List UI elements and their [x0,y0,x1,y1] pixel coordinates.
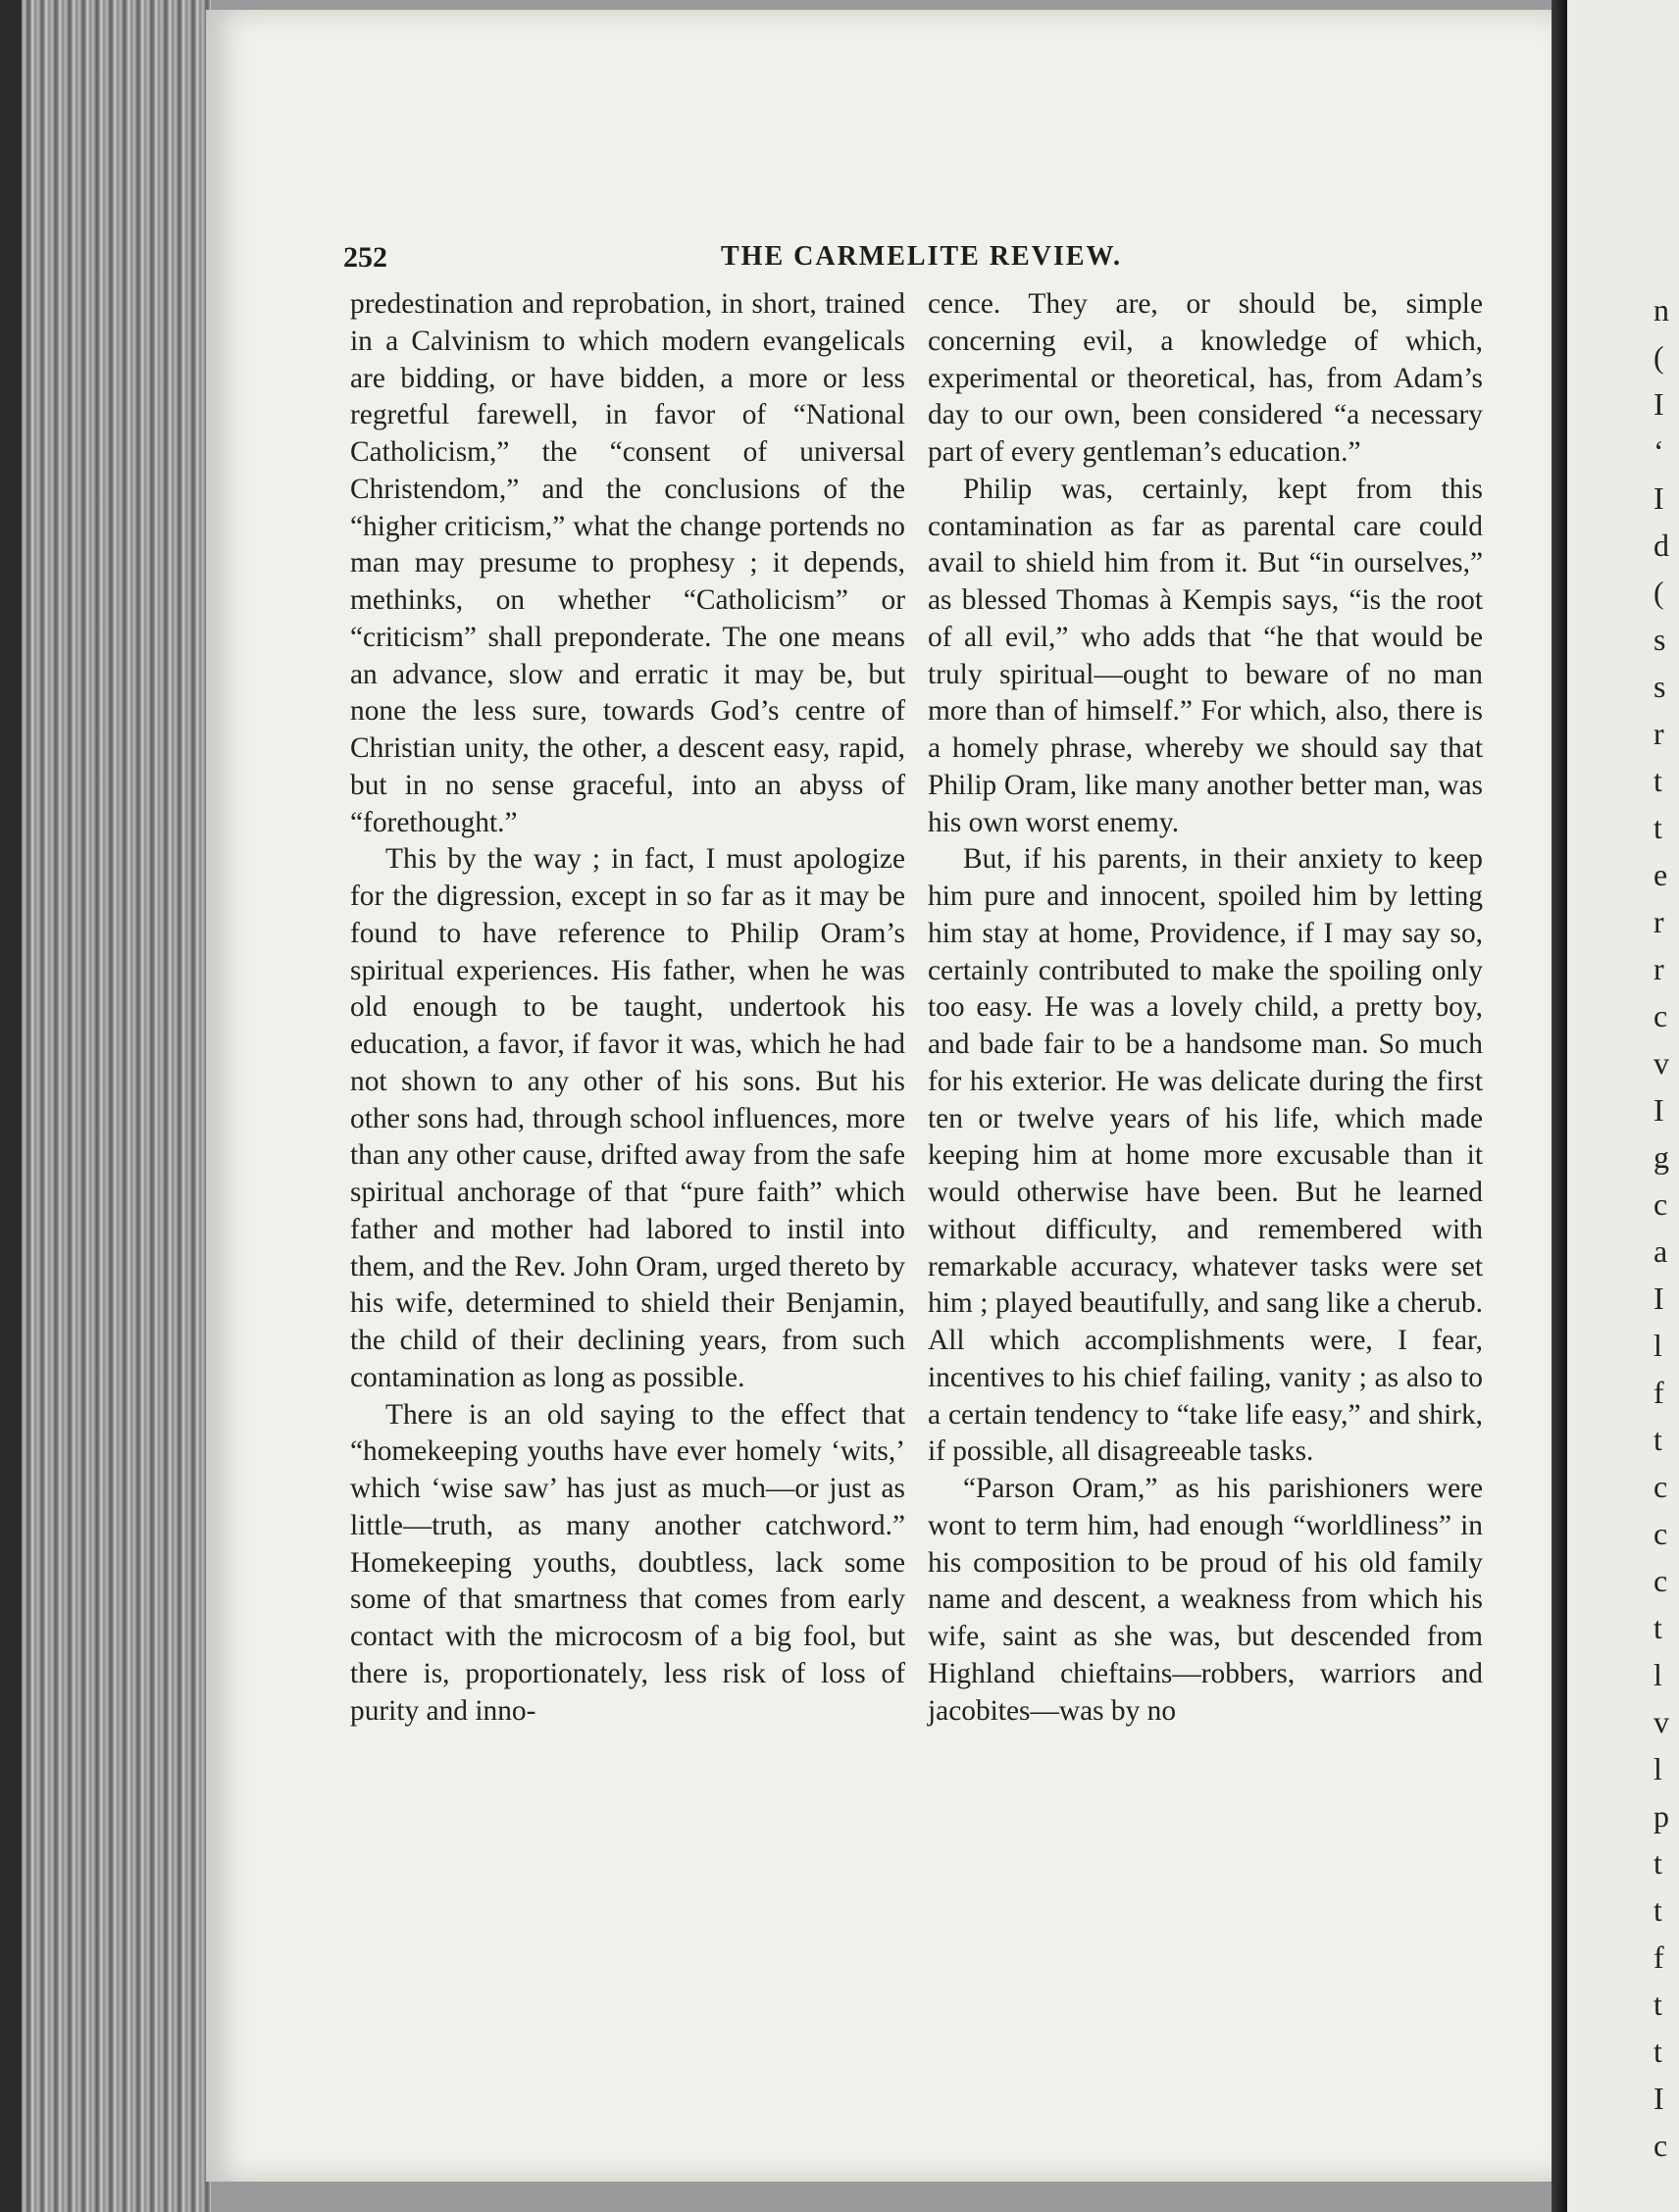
facing-page-fragment: c [1654,1469,1668,1504]
facing-page-fragment: e [1654,857,1668,892]
facing-page-fragment: ‘ [1654,433,1664,469]
page-header [343,241,1491,284]
facing-page-fragment: s [1654,669,1666,704]
page-number: 252 [343,241,387,274]
facing-page-fragment: a [1654,1233,1668,1269]
facing-page-fragment: c [1654,998,1668,1033]
facing-page-fragment: I [1654,2081,1664,2116]
facing-page-fragment: p [1654,1798,1669,1834]
facing-page-fragment: c [1654,1563,1668,1598]
facing-page-fragment: t [1654,1422,1662,1457]
binding-gutter [1552,0,1567,2212]
paragraph: But, if his parents, in their anxiety to keep him pure and innocent, spoiled him by letting him stay at home, Providence, if I may say so, certainly contributed to make the spoiling only too easy. He was a lovely child, a pretty boy, and bade fair to be a handsome man. So much for his exterior. He was delicate during the first ten or twelve years of his life, which made keeping him at home more excusable than it would otherwise have been. But he learned without difficulty, and remembered with remarkable accuracy, whatever tasks were set him ; played beautifully, and sang like a cherub. All which accomplishments were, I fear, incentives to his chief failing, vanity ; as also to a certain tendency to “take life easy,” and shirk, if possible, all disagreeable tasks. [928,843,1483,1468]
facing-page-fragment: l [1654,1657,1662,1692]
facing-page-fragment: t [1654,763,1662,798]
facing-page-fragment: s [1654,622,1666,657]
page-edges [0,0,211,2212]
book-cover-edge [0,0,22,2212]
facing-page-fragment: I [1654,1281,1664,1316]
facing-page-fragment: c [1654,1516,1668,1551]
facing-page-fragment: l [1654,1751,1662,1786]
facing-page-fragment: I [1654,1092,1664,1128]
facing-page-fragment: I [1654,480,1664,516]
paragraph: predestination and reprobation, in short, trained in a Calvinism to which modern evangelicals are bidding, or have bidden, a more or less regretful farewell, in favor of “National Catholicism,” the “consent of universal Christendom,” and the conclusions of the “higher criticism,” what the change portends no man may presume to prophesy ; it depends, methinks, on whether “Catholicism” or “criticism” shall preponderate. The one means an advance, slow and erratic it may be, but none the less sure, towards God’s centre of Christian unity, the other, a descent easy, rapid, but in no sense graceful, into an abyss of “forethought.” [350,288,905,838]
facing-page-fragment: t [1654,810,1662,845]
facing-page-fragment: t [1654,1610,1662,1645]
facing-page-fragment: l [1654,1328,1662,1363]
facing-page-fragment: r [1654,951,1664,986]
running-head: THE CARMELITE REVIEW. [721,241,1122,272]
facing-page-fragment: I [1654,386,1664,422]
facing-page-fragment: d [1654,528,1669,563]
facing-page-fragment: t [1654,1892,1662,1928]
facing-page-fragment: t [1654,2034,1662,2069]
paragraph: cence. They are, or should be, simple concerning evil, a knowledge of which, experimental or theoretical, has, from Adam’s day to our own, been considered “a necessary part of every gentleman’s education.” [928,288,1483,468]
facing-page-fragment: n [1654,292,1669,327]
paragraph: Philip was, certainly, kept from this contamination as far as parental care could avail to shield him from it. But “in ourselves,” as blessed Thomas à Kempis says, “is the root of all evil,” who adds that “he that would be truly spiritual—ought to beware of no man more than of himself.” For which, also, there is a homely phrase, whereby we should say that Philip Oram, like many another better man, was his own worst enemy. [928,473,1483,838]
facing-page-fragment: t [1654,1845,1662,1881]
facing-page-fragment: t [1654,1986,1662,2022]
paragraph: This by the way ; in fact, I must apologize for the digression, except in so far as it may be found to have reference to Philip Oram’s spiritual experiences. His father, when he was old enough to be taught, undertook his education, a favor, if favor it was, which he had not shown to any other of his sons. But his other sons had, through school influences, more than any other cause, drifted away from the safe spiritual anchorage of that “pure faith” which father and mother had labored to instil into them, and the Rev. John Oram, urged thereto by his wife, determined to shield their Benjamin, the child of their declining years, from such contamination as long as possible. [350,843,905,1393]
facing-page-fragment: v [1654,1045,1669,1081]
facing-page-fragment: g [1654,1139,1669,1175]
facing-page-fragment: f [1654,1375,1664,1410]
right-column [928,286,1483,1730]
facing-page-fragment: r [1654,904,1664,939]
facing-page-fragment: c [1654,1186,1668,1222]
facing-page-fragment: v [1654,1704,1669,1739]
facing-page-fragment: c [1654,2128,1668,2163]
left-column [350,286,905,1730]
facing-page-fragment: r [1654,716,1664,751]
facing-page [1567,0,1679,2212]
paragraph: There is an old saying to the effect that “homekeeping youths have ever homely ‘wits,’ which ‘wise saw’ has just as much—or just as little—truth, as many another catchword.” Homekeeping youths, doubtless, lack some some of that smartness that comes from early contact with the microcosm of a big fool, but there is, proportionately, less risk of loss of purity and inno- [350,1398,905,1727]
facing-page-fragment: ( [1654,575,1664,610]
facing-page-fragment: f [1654,1939,1664,1975]
paragraph: “Parson Oram,” as his parishioners were wont to term him, had enough “worldliness” in his composition to be proud of his old family name and descent, a weakness from which his wife, saint as she was, but descended from Highland chieftains—robbers, warriors and jacobites—was by no [928,1473,1483,1727]
facing-page-fragment: ( [1654,339,1664,375]
